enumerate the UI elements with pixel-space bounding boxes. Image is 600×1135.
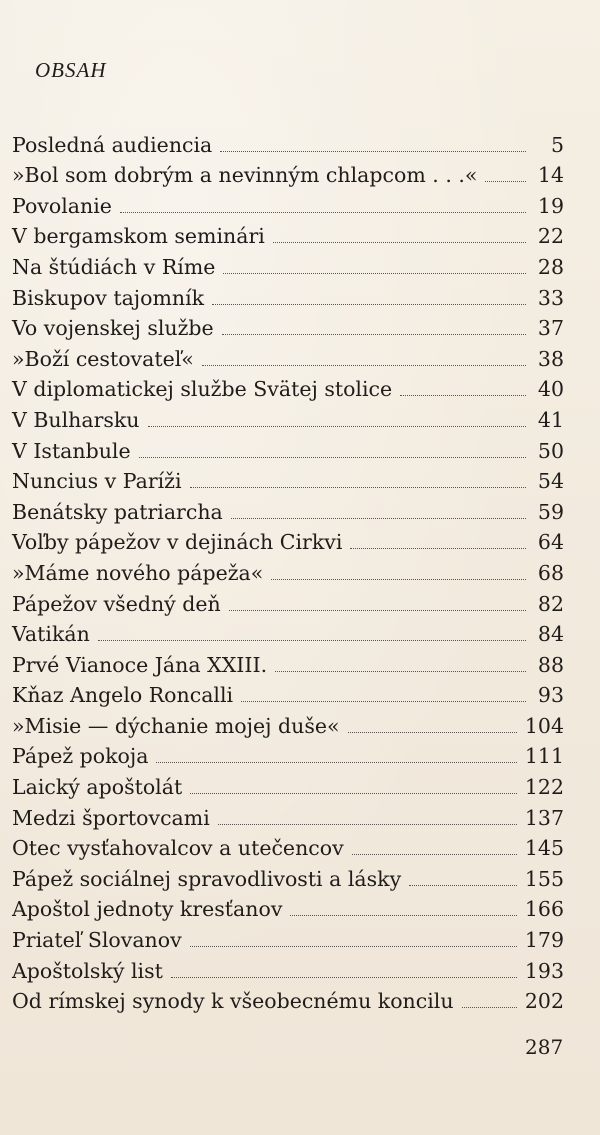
toc-entry bbox=[12, 343, 564, 374]
toc-entry-page: 22 bbox=[537, 224, 564, 249]
dot-leader bbox=[98, 640, 526, 641]
toc-entry bbox=[12, 190, 564, 221]
dot-leader bbox=[222, 334, 526, 335]
toc-entry bbox=[12, 251, 564, 282]
toc-entry bbox=[12, 557, 564, 588]
toc-entry-title: »Misie — dýchanie mojej duše« bbox=[12, 713, 340, 738]
toc-entry bbox=[12, 986, 564, 1017]
toc-entry-page: 40 bbox=[537, 377, 564, 402]
dot-leader bbox=[290, 915, 516, 916]
dot-leader bbox=[229, 610, 526, 611]
toc-entry-title: Biskupov tajomník bbox=[12, 285, 205, 310]
toc-entry bbox=[12, 771, 564, 802]
dot-leader bbox=[223, 273, 526, 274]
toc-entry bbox=[12, 160, 564, 191]
toc-entry-page: 19 bbox=[537, 193, 564, 218]
dot-leader bbox=[271, 579, 526, 580]
dot-leader bbox=[273, 242, 526, 243]
dot-leader bbox=[120, 212, 526, 213]
dot-leader bbox=[231, 518, 526, 519]
toc-entry-title: V bergamskom seminári bbox=[12, 224, 265, 249]
toc-entry-title: Pápež sociálnej spravodlivosti a lásky bbox=[12, 866, 402, 891]
toc-entry bbox=[12, 924, 564, 955]
dot-leader bbox=[212, 304, 526, 305]
toc-entry-page: 193 bbox=[524, 958, 564, 983]
toc-entry-title: Nuncius v Paríži bbox=[12, 469, 182, 494]
dot-leader bbox=[400, 395, 526, 396]
dot-leader bbox=[156, 762, 516, 763]
toc-entry-page: 33 bbox=[537, 285, 564, 310]
toc-entry-page: 179 bbox=[524, 928, 564, 953]
toc-entry-page: 54 bbox=[537, 469, 564, 494]
dot-leader bbox=[202, 365, 526, 366]
dot-leader bbox=[190, 793, 517, 794]
toc-entry bbox=[12, 527, 564, 558]
dot-leader bbox=[352, 854, 517, 855]
toc-entry-page: 5 bbox=[550, 132, 564, 157]
toc-entry-title: Vo vojenskej službe bbox=[12, 316, 214, 341]
toc-entry-title: Apoštolský list bbox=[12, 958, 163, 983]
toc-entry-page: 111 bbox=[524, 744, 564, 769]
toc-entry-page: 50 bbox=[537, 438, 564, 463]
toc-entry bbox=[12, 619, 564, 650]
dot-leader bbox=[275, 671, 526, 672]
toc-entry-title: Posledná audiencia bbox=[12, 132, 213, 157]
toc-entry-title: V diplomatickej službe Svätej stolice bbox=[12, 377, 393, 402]
toc-entry-page: 166 bbox=[524, 897, 564, 922]
toc-entry-title: Vatikán bbox=[12, 622, 90, 647]
toc-entry bbox=[12, 863, 564, 894]
toc-entry-page: 68 bbox=[537, 560, 564, 585]
toc-entry-title: »Máme nového pápeža« bbox=[12, 560, 264, 585]
dot-leader bbox=[409, 885, 517, 886]
toc-entry-title: Od rímskej synody k všeobecnému koncilu bbox=[12, 989, 454, 1014]
toc-entry-page: 14 bbox=[537, 163, 564, 188]
toc-entry-page: 37 bbox=[537, 316, 564, 341]
toc-entry-page: 64 bbox=[537, 530, 564, 555]
toc-entry bbox=[12, 741, 564, 772]
toc-entry-title: Otec vysťahovalcov a utečencov bbox=[12, 836, 344, 861]
dot-leader bbox=[190, 487, 526, 488]
table-of-contents bbox=[12, 129, 564, 1016]
dot-leader bbox=[218, 824, 517, 825]
dot-leader bbox=[190, 946, 517, 947]
dot-leader bbox=[348, 732, 517, 733]
toc-entry-page: 84 bbox=[537, 622, 564, 647]
toc-entry bbox=[12, 221, 564, 252]
toc-entry-title: Apoštol jednoty kresťanov bbox=[12, 897, 283, 922]
toc-entry-page: 59 bbox=[537, 499, 564, 524]
toc-entry-page: 28 bbox=[537, 254, 564, 279]
toc-entry bbox=[12, 894, 564, 925]
toc-entry-page: 82 bbox=[537, 591, 564, 616]
toc-entry-title: V Bulharsku bbox=[12, 407, 140, 432]
toc-entry-page: 137 bbox=[524, 805, 564, 830]
toc-entry bbox=[12, 374, 564, 405]
dot-leader bbox=[171, 977, 517, 978]
toc-entry-title: Povolanie bbox=[12, 193, 112, 218]
toc-entry bbox=[12, 802, 564, 833]
toc-entry-title: Pápežov všedný deň bbox=[12, 591, 221, 616]
dot-leader bbox=[462, 1007, 517, 1008]
dot-leader bbox=[148, 426, 526, 427]
contents-heading: OBSAH bbox=[35, 58, 107, 82]
dot-leader bbox=[220, 151, 526, 152]
toc-entry bbox=[12, 129, 564, 160]
toc-entry-page: 155 bbox=[524, 866, 564, 891]
toc-entry bbox=[12, 833, 564, 864]
toc-entry bbox=[12, 955, 564, 986]
toc-entry bbox=[12, 435, 564, 466]
toc-entry-page: 104 bbox=[524, 713, 564, 738]
toc-entry bbox=[12, 313, 564, 344]
toc-entry-title: »Boží cestovateľ« bbox=[12, 346, 194, 371]
toc-entry-title: Priateľ Slovanov bbox=[12, 928, 182, 953]
toc-entry bbox=[12, 680, 564, 711]
toc-entry-page: 93 bbox=[537, 683, 564, 708]
toc-entry-title: »Bol som dobrým a nevinným chlapcom . . .« bbox=[12, 163, 478, 188]
toc-entry-page: 88 bbox=[537, 652, 564, 677]
toc-entry bbox=[12, 649, 564, 680]
toc-entry-page: 122 bbox=[524, 775, 564, 800]
toc-entry-title: Kňaz Angelo Roncalli bbox=[12, 683, 234, 708]
toc-entry-title: Prvé Vianoce Jána XXIII. bbox=[12, 652, 268, 677]
toc-entry bbox=[12, 466, 564, 497]
toc-entry-page: 38 bbox=[537, 346, 564, 371]
toc-entry bbox=[12, 496, 564, 527]
dot-leader bbox=[139, 457, 526, 458]
toc-entry-title: Medzi športovcami bbox=[12, 805, 210, 830]
toc-entry-page: 41 bbox=[537, 407, 564, 432]
toc-entry-title: Na štúdiách v Ríme bbox=[12, 254, 216, 279]
toc-entry-title: Pápež pokoja bbox=[12, 744, 149, 769]
toc-entry bbox=[12, 282, 564, 313]
toc-entry-title: Laický apoštolát bbox=[12, 775, 183, 800]
toc-entry-title: Benátsky patriarcha bbox=[12, 499, 223, 524]
toc-entry bbox=[12, 404, 564, 435]
dot-leader bbox=[350, 548, 526, 549]
page-number: 287 bbox=[525, 1035, 564, 1059]
toc-entry-title: Voľby pápežov v dejinách Cirkvi bbox=[12, 530, 343, 555]
toc-entry bbox=[12, 710, 564, 741]
toc-entry-title: V Istanbule bbox=[12, 438, 131, 463]
toc-entry-page: 145 bbox=[524, 836, 564, 861]
toc-entry bbox=[12, 588, 564, 619]
toc-entry-page: 202 bbox=[524, 989, 564, 1014]
dot-leader bbox=[241, 701, 526, 702]
dot-leader bbox=[485, 181, 526, 182]
